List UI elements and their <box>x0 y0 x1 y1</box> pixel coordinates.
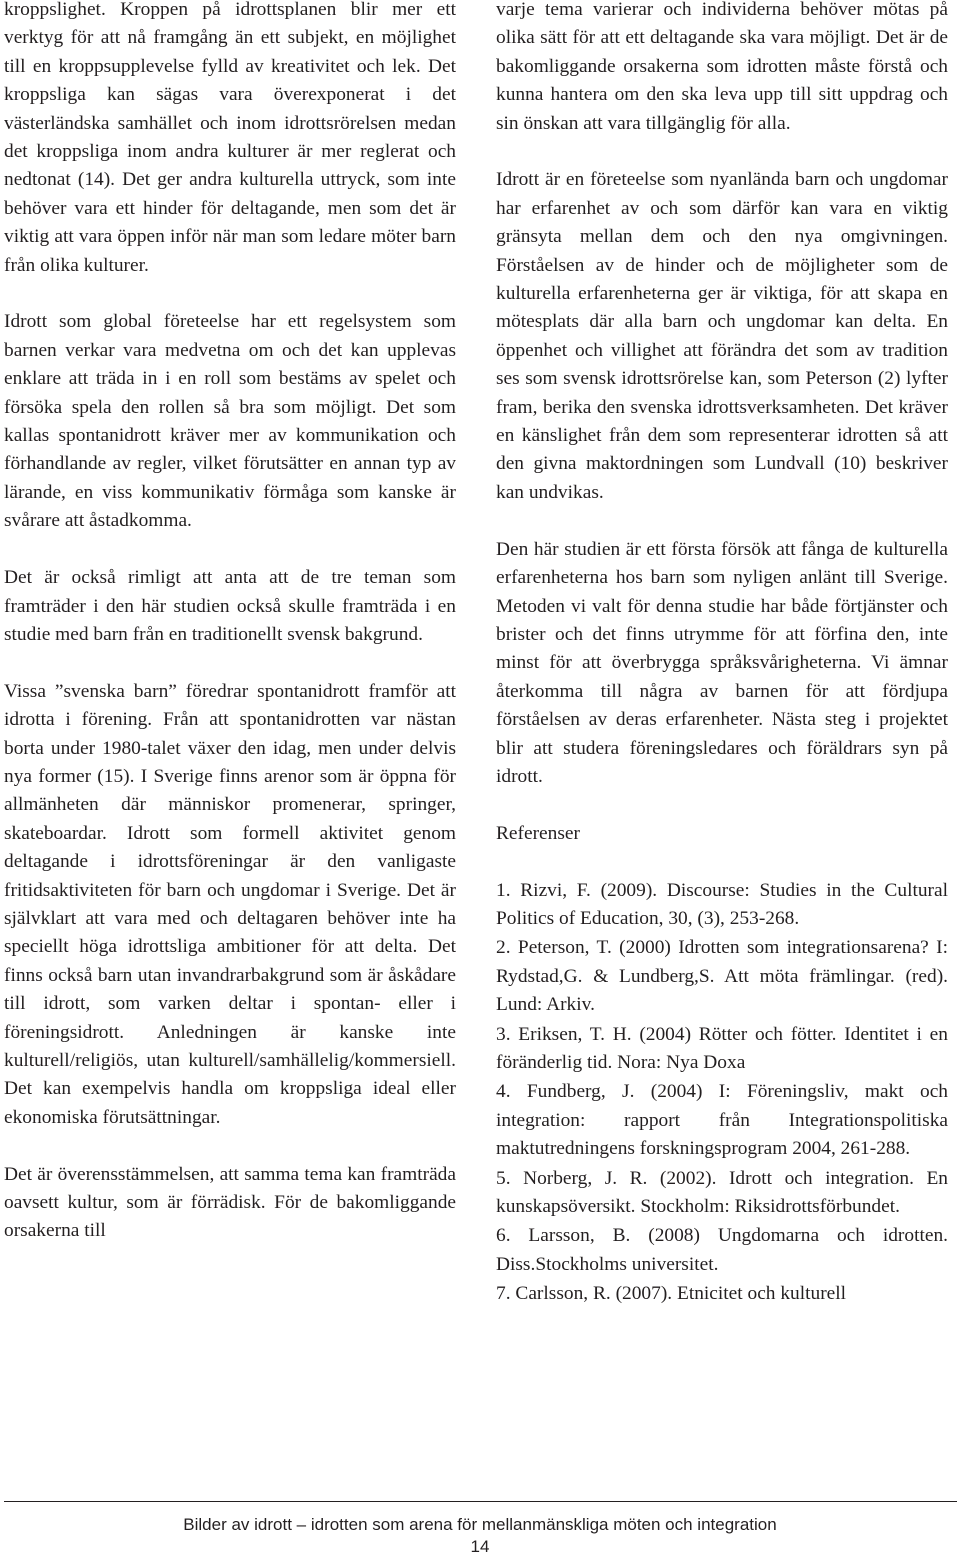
body-paragraph: Den här studien är ett första försök att fånga de kulturella erfarenheterna hos barn som nyligen anlänt till Sverige. Metoden vi valt för denna studie har både förtjänster och brister och det finns utrymme för att förfina den, inte minst för att överbrygga språksvårigheterna. Vi ämnar återkomma till några av barnen för att fördjupa förståelsen av deras erfarenheter. Nästa steg i projektet blir att studera föreningsledares och föräldrars syn på idrott. <box>496 538 948 787</box>
references-section <box>496 820 948 1309</box>
reference-item: 5. Norberg, J. R. (2002). Idrott och integration. En kunskapsöversikt. Stockholm: Riksidrottsförbundet. <box>496 1167 948 1217</box>
body-paragraph: Idrott är en företeelse som nyanlända barn och ungdomar har erfarenhet av och som därför kan vara en viktig gränsyta mellan dem och den nya omgivningen. Förståelsen av de hinder och de möjligheter som de kulturella erfarenheterna ger är viktiga, för att skapa en mötesplats där alla barn och ungdomar kan delta. En öppenhet och villighet att förändra det som av tradition ses som svensk idrottsrörelse kan, som Peterson (2) lyfter fram, berika den svenska idrottsverksamheten. Det kräver en känslighet från dem som representerar idrotten så att den givna maktordningen som Lundvall (10) beskriver kan undvikas. <box>496 169 948 503</box>
body-paragraph: Det är överensstämmelsen, att samma tema kan framträda oavsett kultur, som är förrädisk. För de bakomliggande orsakerna till <box>4 1163 456 1242</box>
reference-item: 2. Peterson, T. (2000) Idrotten som integrationsarena? I: Rydstad,G. & Lundberg,S. Att möta främlingar. (red). Lund: Arkiv. <box>496 937 948 1016</box>
page-number: 14 <box>470 1537 490 1556</box>
reference-item: 6. Larsson, B. (2008) Ungdomarna och idrotten. Diss.Stockholms universitet. <box>496 1225 948 1275</box>
body-paragraph: kroppslighet. Kroppen på idrottsplanen blir mer ett verktyg för att nå framgång än ett subjekt, en möjlighet till en kroppsupplevelse fylld av kreativitet och lek. Det kroppsliga kan sägas vara överexponerat i det västerländska samhället och inom idrottsrörelsen medan det kroppsliga inom andra kulturer är mer reglerat och nedtonat (14). Det ger andra kulturella uttryck, som inte behöver vara ett hinder för deltagande, men som det är viktig att vara öppen inför när man som ledare möter barn från olika kulturer. <box>4 0 456 276</box>
references-heading: Referenser <box>496 822 580 844</box>
reference-item: 1. Rizvi, F. (2009). Discourse: Studies in the Cultural Politics of Education, 30, (3), 253-268. <box>496 879 948 929</box>
footer-divider <box>4 1501 957 1502</box>
left-text-column <box>4 0 456 1246</box>
reference-item: 3. Eriksen, T. H. (2004) Rötter och fötter. Identitet i en föränderlig tid. Nora: Nya Doxa <box>496 1023 948 1073</box>
body-paragraph: Det är också rimligt att anta att de tre teman som framträder i den här studien också skulle framträda i en studie med barn från en traditionellt svensk bakgrund. <box>4 567 456 645</box>
body-paragraph: Vissa ”svenska barn” föredrar spontanidrott framför att idrotta i förening. Från att spontanidrotten var nästan borta under 1980-talet växer den idag, men under delvis nya former (15). I Sverige finns arenor som är öppna för allmänheten där människor promenerar, springer, skateboardar. Idrott som formell aktivitet genom deltagande i idrottsföreningar är den vanligaste fritidsaktiviteten för barn och ungdomar i Sverige. Det är självklart att vara med och deltagaren behöver inte ha speciellt höga idrottsliga ambitioner för att delta. Det finns också barn utan invandrarbakgrund som är åskådare till idrott, som varken deltar i spontan- eller i föreningsidrott. Anledningen är kanske inte kulturell/religiös, utan kulturell/samhällelig/kommersiell. Det kan exempelvis handla om kroppsliga ideal eller ekonomiska förutsättningar. <box>4 680 456 1128</box>
right-text-column <box>496 0 948 1310</box>
reference-item: 7. Carlsson, R. (2007). Etnicitet och kulturell <box>496 1283 847 1305</box>
footer-title: Bilder av idrott – idrotten som arena för mellanmänskliga möten och integration <box>183 1515 777 1534</box>
reference-item: 4. Fundberg, J. (2004) I: Föreningsliv, makt och integration: rapport från Integrationspolitiska maktutredningens forskningsprogram 2004, 261-288. <box>496 1081 948 1160</box>
reference-list <box>496 877 948 1309</box>
body-paragraph: Idrott som global företeelse har ett regelsystem som barnen verkar vara medvetna om och det kan upplevas enklare att träda in i en roll som bestäms av spelet och försöka spela den rollen så bra som möjligt. Det som kallas spontanidrott kräver mer av kommunikation och förhandlande av regler, vilket förutsätter en annan typ av lärande, en viss kommunikativ förmåga som kanske är svårare att åstadkomma. <box>4 311 456 532</box>
body-paragraph: varje tema varierar och individerna behöver mötas på olika sätt för att ett deltagande ska vara möjligt. Det är de bakomliggande orsakerna som idrotten måste förstå och kunna hantera om den ska leva upp till sitt uppdrag och sin önskan att vara tillgänglig för alla. <box>496 0 948 134</box>
